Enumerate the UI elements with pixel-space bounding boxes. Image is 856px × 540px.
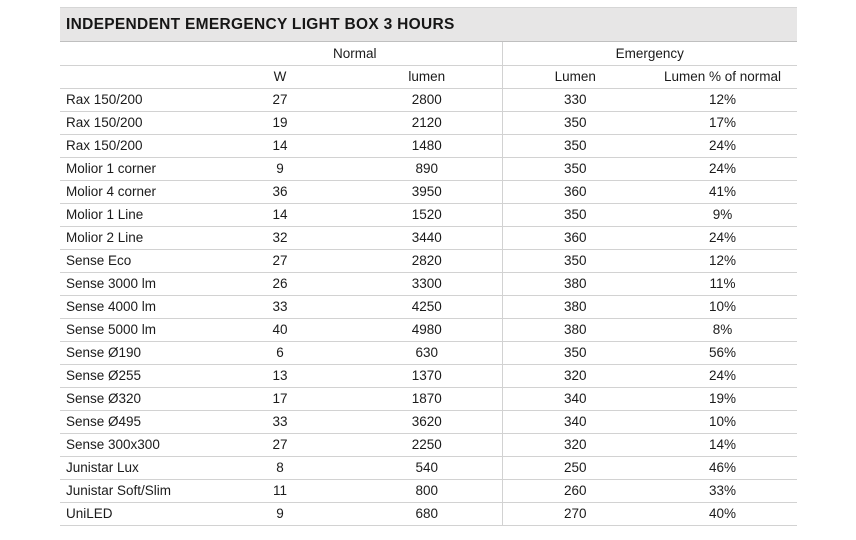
lumen-percent-cell: 9% (648, 203, 797, 226)
product-cell: Sense Ø495 (60, 410, 208, 433)
lumen-normal-cell: 2820 (352, 249, 502, 272)
table-row (60, 295, 797, 318)
lumen-percent-cell: 56% (648, 341, 797, 364)
column-header-lumen-percent: Lumen % of normal (648, 65, 797, 88)
table-row (60, 249, 797, 272)
lumen-emergency-cell: 250 (502, 456, 648, 479)
table-row (60, 272, 797, 295)
watt-cell: 32 (208, 226, 352, 249)
product-cell: Molior 4 corner (60, 180, 208, 203)
table-row (60, 410, 797, 433)
lumen-percent-cell: 41% (648, 180, 797, 203)
lumen-percent-cell: 24% (648, 134, 797, 157)
section-header-row (60, 42, 797, 65)
watt-cell: 14 (208, 134, 352, 157)
lumen-emergency-cell: 350 (502, 341, 648, 364)
lumen-percent-cell: 11% (648, 272, 797, 295)
watt-cell: 8 (208, 456, 352, 479)
table-row (60, 502, 797, 525)
lumen-emergency-cell: 360 (502, 226, 648, 249)
product-cell: Sense 300x300 (60, 433, 208, 456)
watt-cell: 27 (208, 249, 352, 272)
lumen-normal-cell: 2250 (352, 433, 502, 456)
lumen-percent-cell: 14% (648, 433, 797, 456)
emergency-light-table (60, 7, 797, 526)
lumen-percent-cell: 12% (648, 249, 797, 272)
watt-cell: 6 (208, 341, 352, 364)
product-cell: UniLED (60, 502, 208, 525)
product-cell: Sense 3000 lm (60, 272, 208, 295)
lumen-normal-cell: 1520 (352, 203, 502, 226)
lumen-emergency-cell: 350 (502, 134, 648, 157)
table-row (60, 134, 797, 157)
lumen-emergency-cell: 260 (502, 479, 648, 502)
table-body (60, 88, 797, 525)
lumen-normal-cell: 3300 (352, 272, 502, 295)
product-cell: Rax 150/200 (60, 134, 208, 157)
watt-cell: 9 (208, 502, 352, 525)
lumen-emergency-cell: 380 (502, 272, 648, 295)
table-row (60, 226, 797, 249)
lumen-emergency-cell: 320 (502, 433, 648, 456)
product-cell: Sense Ø190 (60, 341, 208, 364)
lumen-percent-cell: 10% (648, 410, 797, 433)
table-row (60, 387, 797, 410)
lumen-emergency-cell: 270 (502, 502, 648, 525)
lumen-percent-cell: 8% (648, 318, 797, 341)
watt-cell: 33 (208, 410, 352, 433)
lumen-normal-cell: 2800 (352, 88, 502, 111)
product-cell: Sense 4000 lm (60, 295, 208, 318)
watt-cell: 36 (208, 180, 352, 203)
table-row (60, 88, 797, 111)
empty-product-header-cell (60, 65, 208, 88)
watt-cell: 27 (208, 433, 352, 456)
lumen-emergency-cell: 330 (502, 88, 648, 111)
lumen-emergency-cell: 350 (502, 249, 648, 272)
table-row (60, 318, 797, 341)
lumen-percent-cell: 17% (648, 111, 797, 134)
table-row (60, 180, 797, 203)
lumen-emergency-cell: 340 (502, 410, 648, 433)
lumen-emergency-cell: 360 (502, 180, 648, 203)
watt-cell: 13 (208, 364, 352, 387)
product-cell: Junistar Soft/Slim (60, 479, 208, 502)
lumen-percent-cell: 10% (648, 295, 797, 318)
empty-corner-cell (60, 42, 208, 65)
lumen-emergency-cell: 380 (502, 295, 648, 318)
lumen-normal-cell: 3620 (352, 410, 502, 433)
lumen-normal-cell: 4980 (352, 318, 502, 341)
product-cell: Junistar Lux (60, 456, 208, 479)
lumen-percent-cell: 33% (648, 479, 797, 502)
lumen-percent-cell: 46% (648, 456, 797, 479)
product-cell: Sense Ø320 (60, 387, 208, 410)
column-header-lumen-normal: lumen (352, 65, 502, 88)
table-row (60, 479, 797, 502)
lumen-normal-cell: 800 (352, 479, 502, 502)
lumen-normal-cell: 3950 (352, 180, 502, 203)
column-header-row (60, 65, 797, 88)
table-row (60, 456, 797, 479)
column-header-watt: W (208, 65, 352, 88)
watt-cell: 9 (208, 157, 352, 180)
table-row (60, 364, 797, 387)
lumen-emergency-cell: 350 (502, 203, 648, 226)
emergency-light-data-table (60, 42, 797, 526)
lumen-normal-cell: 890 (352, 157, 502, 180)
lumen-normal-cell: 2120 (352, 111, 502, 134)
product-cell: Molior 2 Line (60, 226, 208, 249)
product-cell: Molior 1 Line (60, 203, 208, 226)
table-title-bar (60, 7, 797, 42)
lumen-percent-cell: 24% (648, 364, 797, 387)
watt-cell: 40 (208, 318, 352, 341)
lumen-normal-cell: 630 (352, 341, 502, 364)
lumen-percent-cell: 40% (648, 502, 797, 525)
product-cell: Sense 5000 lm (60, 318, 208, 341)
watt-cell: 17 (208, 387, 352, 410)
lumen-normal-cell: 4250 (352, 295, 502, 318)
lumen-emergency-cell: 380 (502, 318, 648, 341)
product-cell: Sense Eco (60, 249, 208, 272)
table-row (60, 341, 797, 364)
watt-cell: 26 (208, 272, 352, 295)
table-row (60, 157, 797, 180)
lumen-normal-cell: 540 (352, 456, 502, 479)
section-header-emergency: Emergency (502, 42, 797, 65)
lumen-percent-cell: 24% (648, 157, 797, 180)
lumen-normal-cell: 1480 (352, 134, 502, 157)
lumen-percent-cell: 19% (648, 387, 797, 410)
lumen-normal-cell: 1370 (352, 364, 502, 387)
watt-cell: 19 (208, 111, 352, 134)
product-cell: Molior 1 corner (60, 157, 208, 180)
table-row (60, 433, 797, 456)
lumen-percent-cell: 24% (648, 226, 797, 249)
lumen-normal-cell: 680 (352, 502, 502, 525)
lumen-normal-cell: 1870 (352, 387, 502, 410)
lumen-emergency-cell: 350 (502, 111, 648, 134)
product-cell: Rax 150/200 (60, 88, 208, 111)
product-cell: Rax 150/200 (60, 111, 208, 134)
lumen-emergency-cell: 350 (502, 157, 648, 180)
table-row (60, 203, 797, 226)
watt-cell: 33 (208, 295, 352, 318)
section-header-normal: Normal (208, 42, 502, 65)
table-header (60, 42, 797, 88)
column-header-lumen-emergency: Lumen (502, 65, 648, 88)
table-row (60, 111, 797, 134)
lumen-percent-cell: 12% (648, 88, 797, 111)
watt-cell: 11 (208, 479, 352, 502)
lumen-normal-cell: 3440 (352, 226, 502, 249)
page-title: INDEPENDENT EMERGENCY LIGHT BOX 3 HOURS (66, 15, 455, 33)
lumen-emergency-cell: 340 (502, 387, 648, 410)
watt-cell: 27 (208, 88, 352, 111)
product-cell: Sense Ø255 (60, 364, 208, 387)
lumen-emergency-cell: 320 (502, 364, 648, 387)
watt-cell: 14 (208, 203, 352, 226)
